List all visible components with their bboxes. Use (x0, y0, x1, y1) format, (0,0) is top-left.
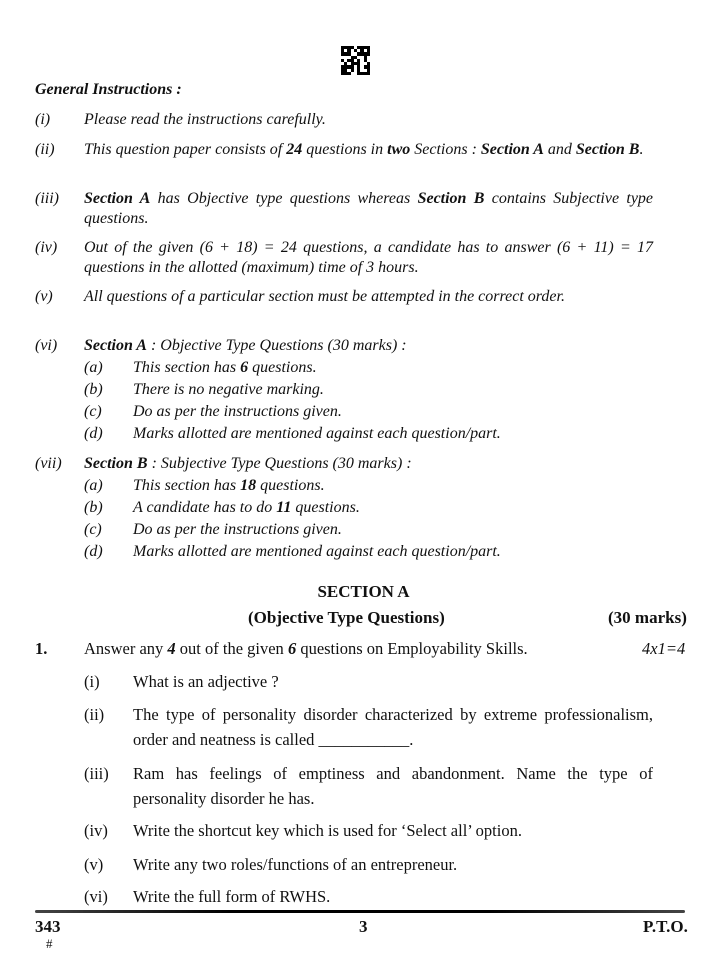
question-text (84, 636, 528, 661)
instruction-text (84, 189, 653, 229)
text-run: Out of the given (6 + 18) = 24 questions, a candidate has to answer (6 + 11) = 17 questions in the allotted (maximum) time of 3 hours. (84, 239, 653, 276)
bold-text: 6 (240, 359, 249, 376)
text-run: This section has (133, 359, 241, 376)
sub-question-text: The type of personality disorder characterized by extreme professionalism, order and neatness is called ___________. (133, 705, 653, 749)
text-run: Answer any (84, 639, 168, 658)
bold-text: Section A (84, 190, 151, 207)
bold-text: Section A (480, 141, 544, 158)
text-run: Do as per the instructions given. (133, 403, 342, 420)
text-run: Please read the instructions carefully. (84, 111, 326, 128)
sub-instruction-text (133, 542, 501, 562)
question-number: 1. (35, 639, 48, 658)
section-marks: (30 marks) (608, 608, 687, 627)
page-number: 3 (359, 917, 368, 936)
text-run: This section has (133, 477, 241, 494)
text-run: There is no negative marking. (133, 381, 324, 398)
text-run: questions. (256, 477, 325, 494)
sub-instruction-text (133, 476, 325, 496)
instructions-title: General Instructions : (35, 81, 182, 98)
sub-instruction-number: (d) (84, 425, 103, 442)
sub-question-number: (i) (84, 672, 100, 691)
sub-question-text: Write any two roles/functions of an entrepreneur. (133, 855, 458, 874)
instruction-text (84, 287, 653, 307)
instruction-number: (iii) (35, 190, 59, 207)
bold-text: Section B (575, 141, 640, 158)
question-marks: 4x1=4 (642, 639, 686, 658)
instruction-number: (v) (35, 288, 53, 305)
instruction-text (84, 110, 653, 130)
sub-question-number: (iv) (84, 821, 108, 840)
text-run: questions in (302, 141, 388, 158)
text-run: questions. (248, 359, 317, 376)
bold-text: 18 (240, 477, 257, 494)
instruction-number: (i) (35, 111, 51, 128)
sub-question-text: Write the full form of RWHS. (133, 887, 331, 906)
text-run: out of the given (175, 639, 288, 658)
pto-label: P.T.O. (643, 917, 688, 936)
section-subtitle: (Objective Type Questions) (248, 608, 445, 627)
instruction-text (84, 140, 653, 160)
text-run: Sections : (410, 141, 481, 158)
sub-instruction-number: (d) (84, 543, 103, 560)
instruction-number: (vii) (35, 455, 62, 472)
sub-question-number: (iii) (84, 764, 109, 783)
text-run: : Objective Type Questions (30 marks) : (146, 337, 407, 354)
sub-question-number: (v) (84, 855, 104, 874)
text-run: Do as per the instructions given. (133, 521, 342, 538)
sub-instruction-text (133, 402, 342, 422)
bold-text: Section A (84, 337, 147, 354)
instruction-text (84, 336, 653, 356)
text-run: This question paper consists of (84, 141, 287, 158)
instruction-number: (ii) (35, 141, 55, 158)
text-run: Marks allotted are mentioned against each question/part. (133, 425, 501, 442)
sub-instruction-number: (c) (84, 403, 102, 420)
text-run: and (543, 141, 576, 158)
sub-question-text: Write the shortcut key which is used for ‘Select all’ option. (133, 821, 522, 840)
instruction-text (84, 238, 653, 278)
sub-instruction-number: (c) (84, 521, 102, 538)
text-run: questions. (291, 499, 360, 516)
bold-text: 4 (167, 639, 176, 658)
sub-instruction-number: (b) (84, 499, 103, 516)
instruction-number: (iv) (35, 239, 58, 256)
text-run: Marks allotted are mentioned against each question/part. (133, 543, 501, 560)
sub-instruction-number: (b) (84, 381, 103, 398)
bold-text: 6 (287, 639, 297, 658)
qr-code-icon (341, 46, 370, 75)
sub-instruction-text (133, 358, 317, 378)
paper-code: 343 (35, 917, 61, 936)
text-run: A candidate has to do (133, 499, 277, 516)
bold-text: Section B (84, 455, 148, 472)
instruction-number: (vi) (35, 337, 58, 354)
sub-instruction-number: (a) (84, 477, 103, 494)
instruction-text (84, 454, 653, 474)
bold-text: two (387, 141, 411, 158)
text-run: questions on Employability Skills. (296, 639, 528, 658)
bold-text: Section B (417, 190, 485, 207)
sub-question-number: (ii) (84, 705, 105, 724)
text-run: has Objective type questions whereas (150, 190, 418, 207)
text-run: contains Subjective type questions. (84, 190, 654, 227)
sub-instruction-text (133, 498, 360, 518)
sub-question-text: What is an adjective ? (133, 672, 279, 691)
text-run: All questions of a particular section must be attempted in the correct order. (84, 288, 565, 305)
sub-instruction-text (133, 424, 501, 444)
sub-question-number: (vi) (84, 887, 108, 906)
section-title: SECTION A (317, 582, 410, 601)
sub-question-text: Ram has feelings of emptiness and abandonment. Name the type of personality disorder he has. (133, 764, 653, 808)
hash-mark: # (46, 936, 53, 951)
footer-divider (35, 910, 685, 913)
sub-instruction-text (133, 520, 342, 540)
sub-instruction-number: (a) (84, 359, 103, 376)
bold-text: 11 (276, 499, 292, 516)
sub-instruction-text (133, 380, 324, 400)
text-run: . (639, 141, 644, 158)
text-run: : Subjective Type Questions (30 marks) : (147, 455, 412, 472)
bold-text: 24 (286, 141, 303, 158)
